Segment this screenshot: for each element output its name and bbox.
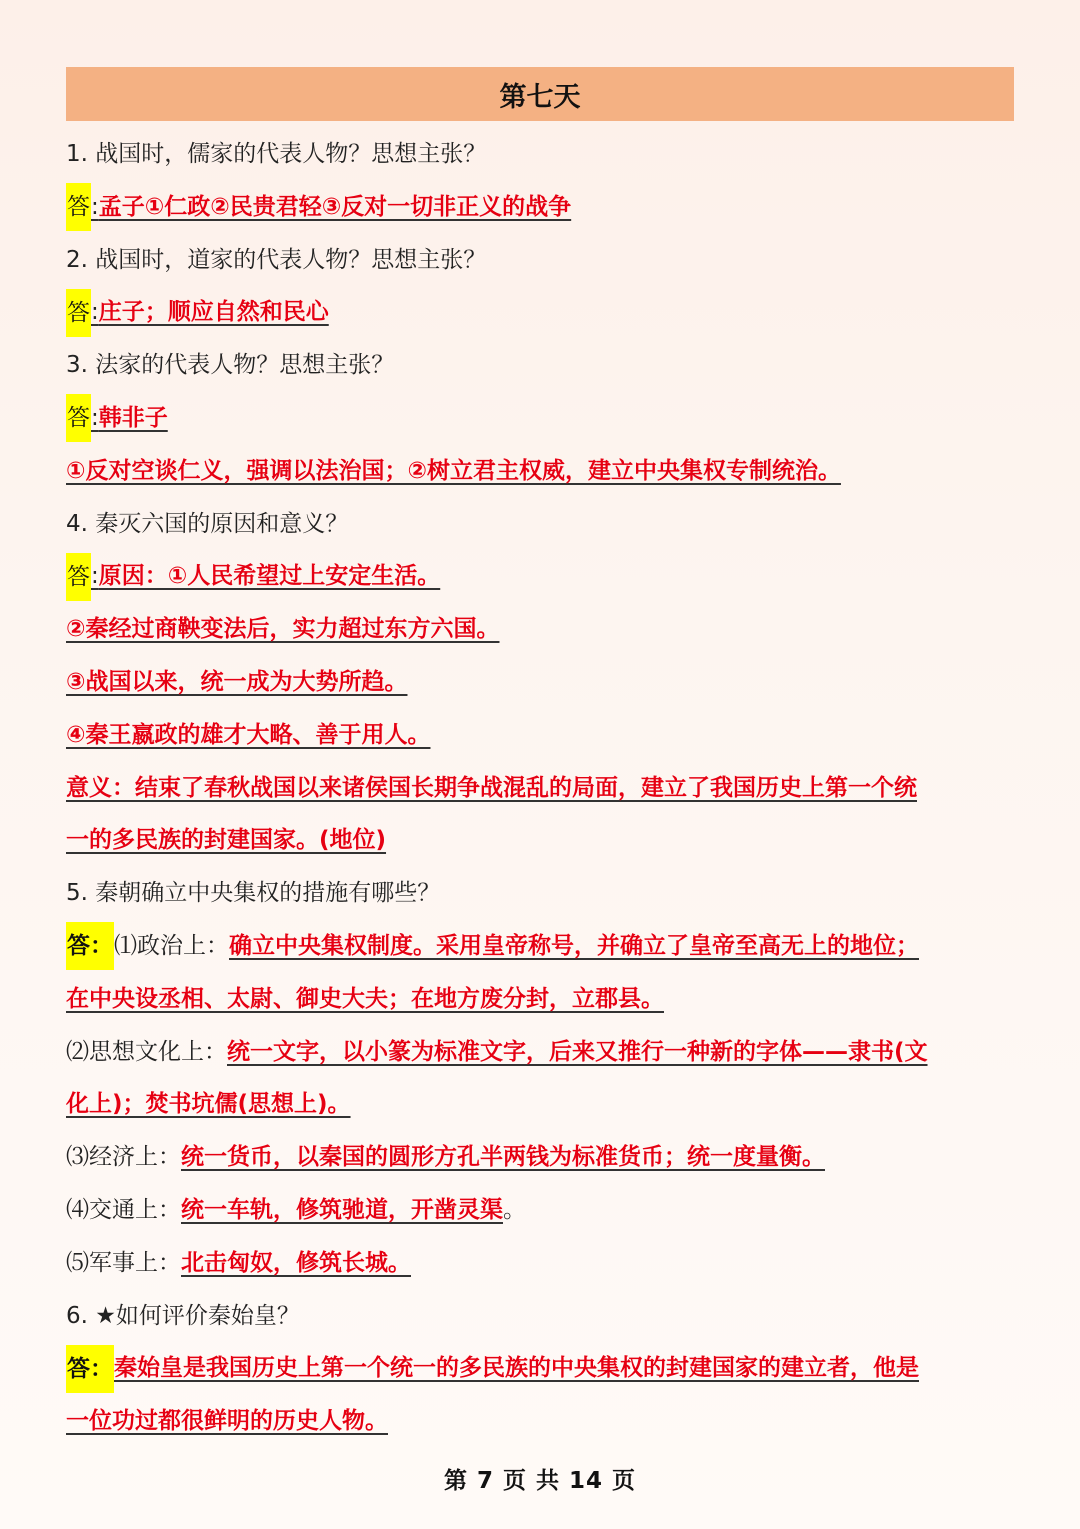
answer-4-reason-1 [66, 550, 1016, 603]
item-end: 。 [503, 1196, 526, 1223]
answer-text: 北击匈奴，修筑长城。 [181, 1249, 411, 1276]
answer-text: ②秦经过商鞅变法后，实力超过东方六国。 [66, 616, 500, 643]
answer-label: 答 [66, 289, 91, 337]
item-prefix: ⑸军事上： [66, 1249, 181, 1276]
answer-text: ④秦王嬴政的雄才大略、善于用人。 [66, 721, 431, 748]
answer-3-detail [66, 445, 1016, 498]
answer-5-economy [66, 1131, 1016, 1184]
answer-1 [66, 181, 1016, 234]
answer-6-2 [66, 1395, 1016, 1448]
answer-label: 答： [66, 922, 114, 970]
answer-5-culture-2 [66, 1078, 1016, 1131]
answer-separator: : [91, 404, 99, 431]
question-2: 2. 战国时，道家的代表人物？思想主张？ [66, 246, 487, 273]
answer-label: 答 [66, 394, 91, 442]
answer-text: ①反对空谈仁义，强调以法治国；②树立君主权威，建立中央集权专制统治。 [66, 457, 841, 484]
answer-text: ③战国以来，统一成为大势所趋。 [66, 668, 408, 695]
answer-text: 原因：①人民希望过上安定生活。 [98, 563, 441, 590]
answer-label: 答： [66, 1345, 114, 1393]
answer-text: 韩非子 [98, 404, 168, 431]
answer-text: 化上)；焚书坑儒(思想上)。 [66, 1091, 351, 1118]
answer-3 [66, 392, 1016, 445]
answer-4-reason-4 [66, 709, 1016, 762]
answer-text: 一位功过都很鲜明的历史人物。 [66, 1408, 388, 1435]
answer-4-meaning-1 [66, 762, 1016, 815]
answer-2 [66, 286, 1016, 339]
answer-text: 统一文字，以小篆为标准文字，后来又推行一种新的字体——隶书(文 [227, 1038, 928, 1065]
answer-text: 统一货币，以秦国的圆形方孔半两钱为标准货币；统一度量衡。 [181, 1144, 825, 1171]
answer-label: 答 [66, 183, 91, 231]
answer-5-culture [66, 1026, 1016, 1079]
question-1: 1. 战国时，儒家的代表人物？思想主张？ [66, 141, 487, 167]
item-prefix: ⑵思想文化上： [66, 1038, 227, 1065]
answer-separator: : [91, 193, 99, 220]
answer-text: 孟子①仁政②民贵君轻③反对一切非正义的战争 [98, 193, 572, 220]
answer-separator: : [91, 563, 99, 590]
answer-5-political [66, 920, 1016, 973]
answer-text: 意义：结束了春秋战国以来诸侯国长期争战混乱的局面，建立了我国历史上第一个统 [66, 774, 917, 801]
answer-separator: : [91, 299, 99, 326]
answer-text: 一的多民族的封建国家。(地位) [66, 827, 387, 854]
question-4: 4. 秦灭六国的原因和意义？ [66, 510, 349, 537]
item-prefix: ⑶经济上： [66, 1144, 181, 1171]
answer-text: 统一车轨，修筑驰道，开凿灵渠 [181, 1196, 503, 1223]
answer-text: 在中央设丞相、太尉、御史大夫；在地方废分封，立郡县。 [66, 985, 664, 1012]
question-5: 5. 秦朝确立中央集权的措施有哪些？ [66, 880, 441, 907]
answer-5-transport [66, 1184, 1016, 1237]
answer-text: 秦始皇是我国历史上第一个统一的多民族的中央集权的封建国家的建立者，他是 [114, 1355, 919, 1382]
answer-5-military [66, 1237, 1016, 1290]
answer-text: 确立中央集权制度。采用皇帝称号，并确立了皇帝至高无上的地位； [229, 932, 919, 959]
answer-4-reason-3 [66, 656, 1016, 709]
item-prefix: ⑴政治上： [114, 932, 229, 959]
answer-5-political-2 [66, 973, 1016, 1026]
answer-text: 庄子；顺应自然和民心 [98, 299, 329, 326]
answer-6 [66, 1342, 1016, 1395]
answer-label: 答 [66, 553, 91, 601]
answer-4-meaning-2 [66, 814, 1016, 867]
page-footer: 第 7 页 共 14 页 [443, 1468, 637, 1494]
question-3: 3. 法家的代表人物？思想主张？ [66, 352, 395, 379]
item-prefix: ⑷交通上： [66, 1196, 181, 1223]
question-6: 6. ★如何评价秦始皇？ [66, 1302, 300, 1329]
day-title: 第七天 [66, 67, 1014, 121]
qa-content [66, 128, 1016, 1448]
answer-4-reason-2 [66, 603, 1016, 656]
